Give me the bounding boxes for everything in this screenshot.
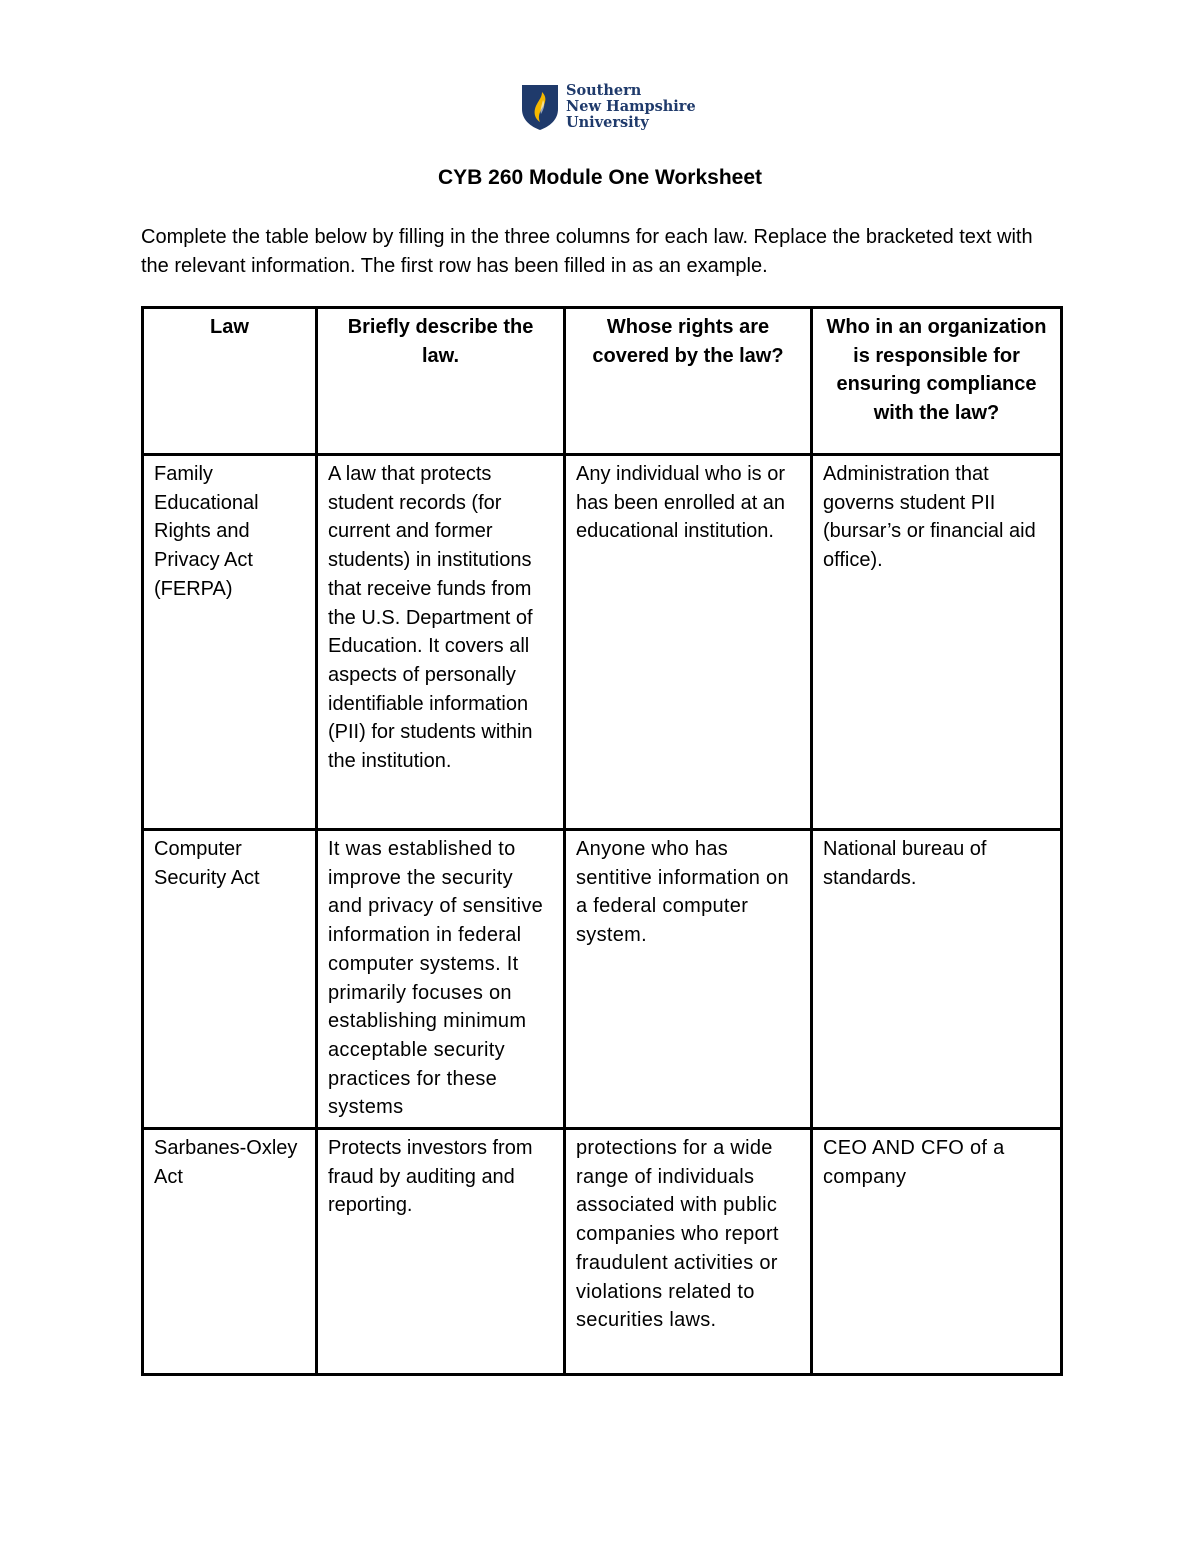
cell-rights: protections for a wide range of individuals associated with public companies who report fraudulent activities or violations related to securities laws.: [565, 1129, 812, 1375]
table-row: [143, 830, 1062, 1129]
laws-table: [141, 306, 1063, 1376]
cell-law: Family Educational Rights and Privacy Act (FERPA): [143, 455, 317, 830]
cell-description: A law that protects student records (for current and former students) in institutions that receive funds from the U.S. Department of Education. It covers all aspects of personally identifiable information (PII) for students within the institution.: [317, 455, 565, 830]
column-header-rights: Whose rights are covered by the law?: [565, 308, 812, 455]
cell-responsible: Administration that governs student PII (bursar’s or financial aid office).: [812, 455, 1062, 830]
column-header-responsible: Who in an organization is responsible for ensuring compliance with the law?: [812, 308, 1062, 455]
table-row: [143, 455, 1062, 830]
logo-line-3: University: [566, 114, 649, 131]
cell-law: Computer Security Act: [143, 830, 317, 1129]
column-header-description: Briefly describe the law.: [317, 308, 565, 455]
cell-responsible: National bureau of standards.: [812, 830, 1062, 1129]
cell-description: It was established to improve the security and privacy of sensitive information in federal computer systems. It primarily focuses on establishing minimum acceptable security practices for these systems: [317, 830, 565, 1129]
cell-responsible: CEO AND CFO of a company: [812, 1129, 1062, 1375]
cell-rights: Any individual who is or has been enrolled at an educational institution.: [565, 455, 812, 830]
table-row: [143, 1129, 1062, 1375]
university-logo: [520, 82, 696, 133]
cell-rights: Anyone who has sentitive information on a federal computer system.: [565, 830, 812, 1129]
logo-wordmark: [566, 83, 696, 131]
column-header-law: Law: [143, 308, 317, 455]
logo-line-2: New Hampshire: [566, 98, 696, 115]
logo-line-1: Southern: [566, 82, 642, 99]
instructions-paragraph: Complete the table below by filling in the three columns for each law. Replace the bracketed text with the relevant information. The first row has been filled in as an example.: [141, 226, 1033, 277]
cell-description: Protects investors from fraud by auditing and reporting.: [317, 1129, 565, 1375]
cell-law: Sarbanes-Oxley Act: [143, 1129, 317, 1375]
table-header-row: [143, 308, 1062, 455]
page-title: CYB 260 Module One Worksheet: [437, 166, 763, 189]
shield-flame-icon: [520, 83, 560, 131]
